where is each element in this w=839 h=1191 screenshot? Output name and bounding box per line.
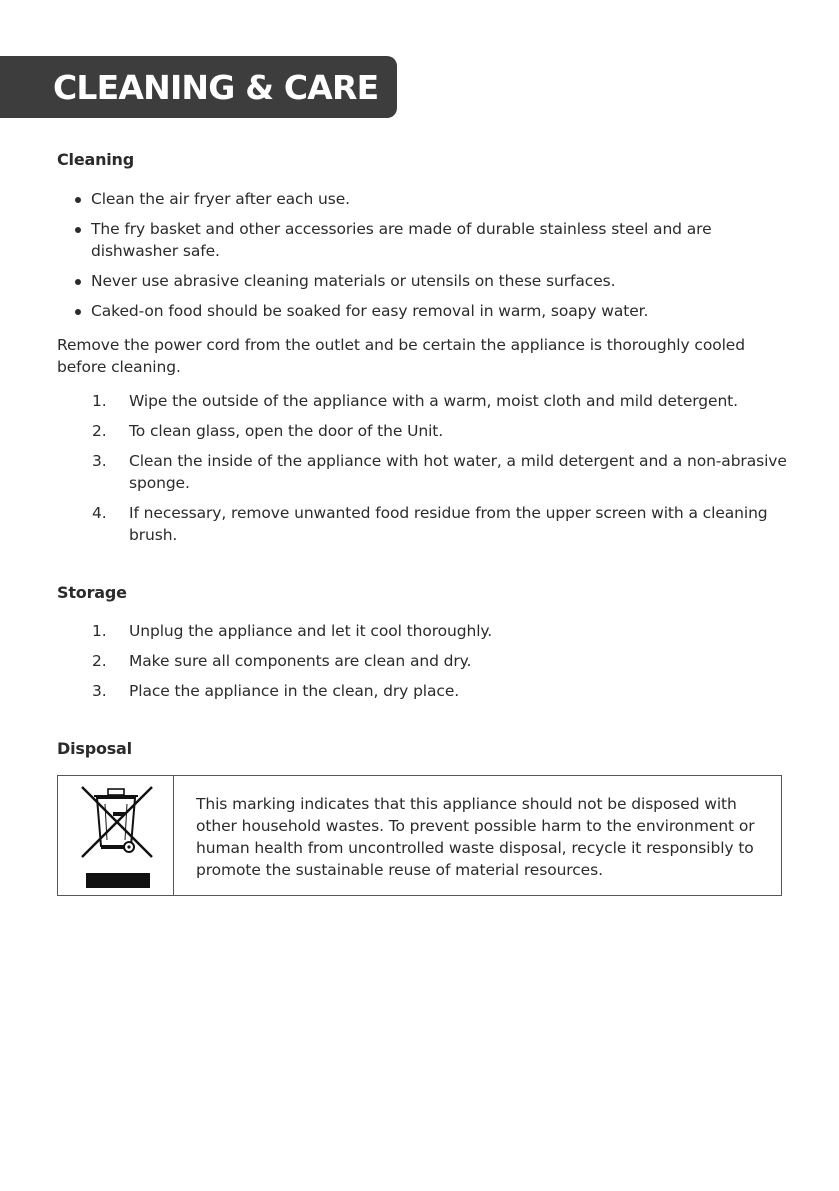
- list-item-text: Caked-on food should be soaked for easy removal in warm, soapy water.: [91, 302, 649, 320]
- disposal-text: This marking indicates that this appliance should not be disposed with other household wastes. To prevent possible harm to the environment or human health from uncontrolled waste disposal, recycle it responsibly to promote the sustainable reuse of material resources.: [196, 795, 755, 879]
- step-number: 2.: [92, 422, 107, 440]
- list-item: [57, 188, 797, 210]
- list-item: [57, 218, 797, 262]
- step-text: Clean the inside of the appliance with hot water, a mild detergent and a non-abrasive sponge.: [129, 452, 787, 492]
- list-item: [57, 450, 797, 494]
- disposal-notice-box: [57, 775, 782, 896]
- step-number: 3.: [92, 452, 107, 470]
- bullet-icon: [75, 227, 81, 233]
- storage-steps-list: [57, 620, 797, 710]
- list-item-text: The fry basket and other accessories are made of durable stainless steel and are dishwasher safe.: [91, 220, 712, 260]
- list-item: [57, 502, 797, 546]
- list-item-text: Clean the air fryer after each use.: [91, 190, 350, 208]
- step-text: To clean glass, open the door of the Unit.: [129, 422, 444, 440]
- cleaning-steps-list: [57, 390, 797, 554]
- step-number: 1.: [92, 622, 107, 640]
- disposal-icon-cell: [58, 776, 174, 895]
- step-number: 1.: [92, 392, 107, 410]
- step-text: Make sure all components are clean and dry.: [129, 652, 472, 670]
- bullet-icon: [75, 197, 81, 203]
- step-number: 3.: [92, 682, 107, 700]
- step-text: Unplug the appliance and let it cool thoroughly.: [129, 622, 493, 640]
- step-text: Wipe the outside of the appliance with a warm, moist cloth and mild detergent.: [129, 392, 738, 410]
- page-title: CLEANING & CARE: [53, 68, 379, 107]
- section-title-bar: [0, 56, 397, 118]
- cleaning-heading: Cleaning: [57, 150, 134, 169]
- list-item: [57, 390, 797, 412]
- storage-heading: Storage: [57, 583, 127, 602]
- step-number: 2.: [92, 652, 107, 670]
- step-number: 4.: [92, 504, 107, 522]
- bullet-icon: [75, 279, 81, 285]
- cleaning-intro-paragraph: Remove the power cord from the outlet and be certain the appliance is thoroughly cooled before cleaning.: [57, 336, 745, 376]
- disposal-heading: Disposal: [57, 739, 132, 758]
- step-text: If necessary, remove unwanted food residue from the upper screen with a cleaning brush.: [129, 504, 768, 544]
- list-item: [57, 620, 797, 642]
- list-item-text: Never use abrasive cleaning materials or utensils on these surfaces.: [91, 272, 616, 290]
- list-item: [57, 650, 797, 672]
- list-item: [57, 680, 797, 702]
- list-item: [57, 420, 797, 442]
- list-item: [57, 300, 797, 322]
- list-item: [57, 270, 797, 292]
- cleaning-bullet-list: [57, 188, 797, 330]
- step-text: Place the appliance in the clean, dry place.: [129, 682, 460, 700]
- weee-crossed-bin-icon: [80, 784, 154, 888]
- bullet-icon: [75, 309, 81, 315]
